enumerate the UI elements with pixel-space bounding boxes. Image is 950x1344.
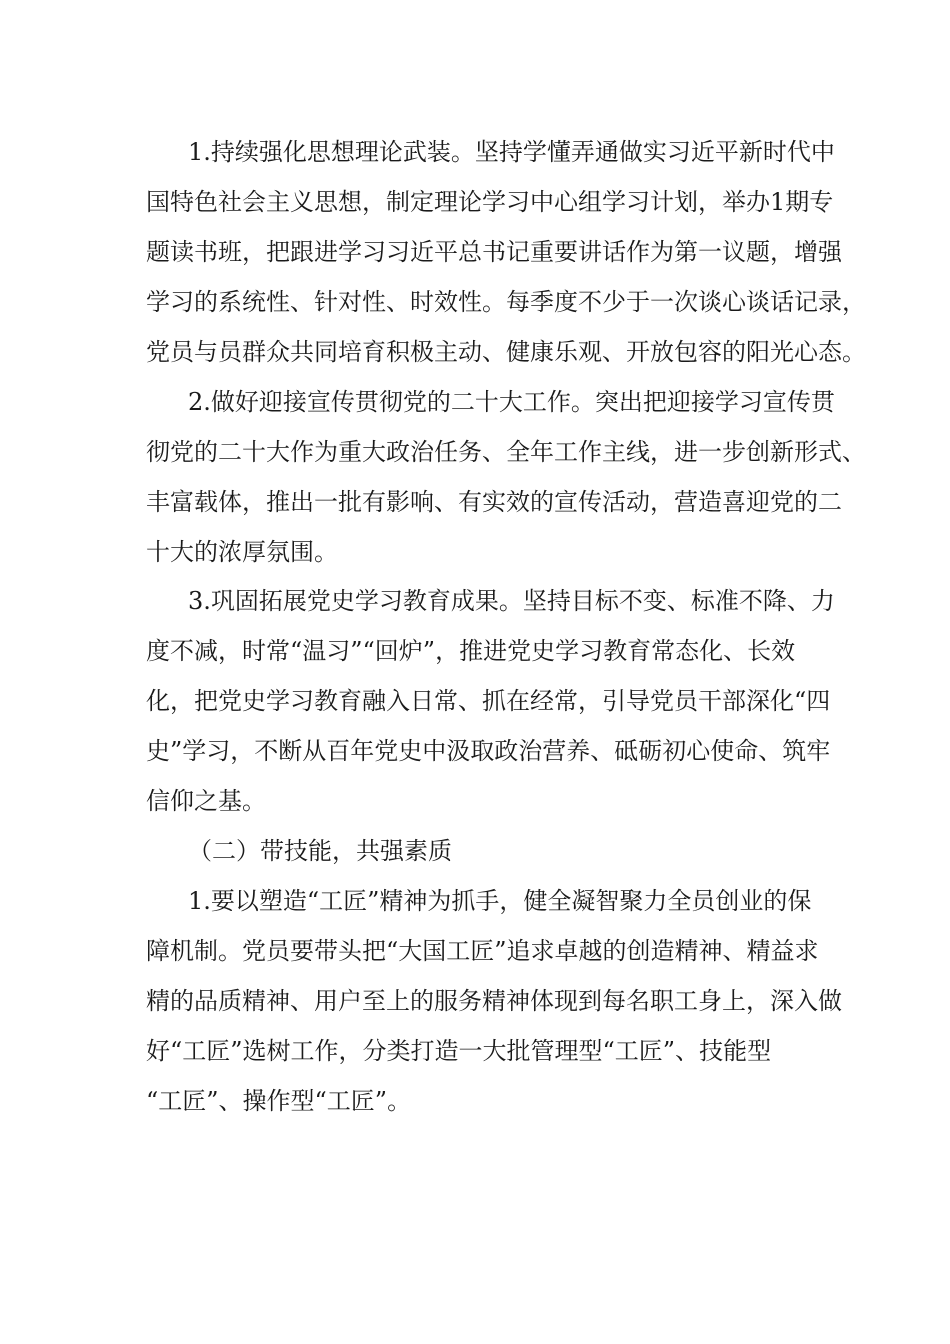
paragraph-3-line-4: 史”学习，不断从百年党史中汲取政治营养、砥砺初心使命、筑牢: [146, 737, 831, 765]
paragraph-3-line-5: 信仰之基。: [146, 787, 266, 815]
paragraph-1-line-5: 党员与员群众共同培育积极主动、健康乐观、开放包容的阳光心态。: [146, 338, 866, 366]
paragraph-4-line-5: “工匠”、操作型“工匠”。: [146, 1087, 412, 1115]
paragraph-3-line-1: 3.巩固拓展党史学习教育成果。坚持目标不变、标准不降、力: [188, 587, 835, 615]
paragraph-1-line-4: 学习的系统性、针对性、时效性。每季度不少于一次谈心谈话记录，: [146, 288, 866, 316]
paragraph-4-line-2: 障机制。党员要带头把“大国工匠”追求卓越的创造精神、精益求: [146, 937, 819, 965]
paragraph-2-line-4: 十大的浓厚氛围。: [146, 538, 338, 566]
section-heading: （二）带技能，共强素质: [188, 837, 452, 865]
paragraph-4-line-1: 1.要以塑造“工匠”精神为抓手，健全凝智聚力全员创业的保: [188, 887, 812, 915]
paragraph-4-line-4: 好“工匠”选树工作，分类打造一大批管理型“工匠”、技能型: [146, 1037, 772, 1065]
paragraph-4-line-3: 精的品质精神、用户至上的服务精神体现到每名职工身上，深入做: [146, 987, 842, 1015]
paragraph-2-line-1: 2.做好迎接宣传贯彻党的二十大工作。突出把迎接学习宣传贯: [188, 388, 835, 416]
paragraph-3-line-2: 度不减，时常“温习”“回炉”，推进党史学习教育常态化、长效: [146, 637, 796, 665]
paragraph-2-line-2: 彻党的二十大作为重大政治任务、全年工作主线，进一步创新形式、: [146, 438, 866, 466]
paragraph-3-line-3: 化，把党史学习教育融入日常、抓在经常，引导党员干部深化“四: [146, 687, 831, 715]
paragraph-2-line-3: 丰富载体，推出一批有影响、有实效的宣传活动，营造喜迎党的二: [146, 488, 842, 516]
paragraph-1-line-1: 1.持续强化思想理论武装。坚持学懂弄通做实习近平新时代中: [188, 138, 835, 166]
paragraph-1-line-2: 国特色社会主义思想，制定理论学习中心组学习计划，举办1期专: [146, 188, 834, 216]
paragraph-1-line-3: 题读书班，把跟进学习习近平总书记重要讲话作为第一议题，增强: [146, 238, 842, 266]
